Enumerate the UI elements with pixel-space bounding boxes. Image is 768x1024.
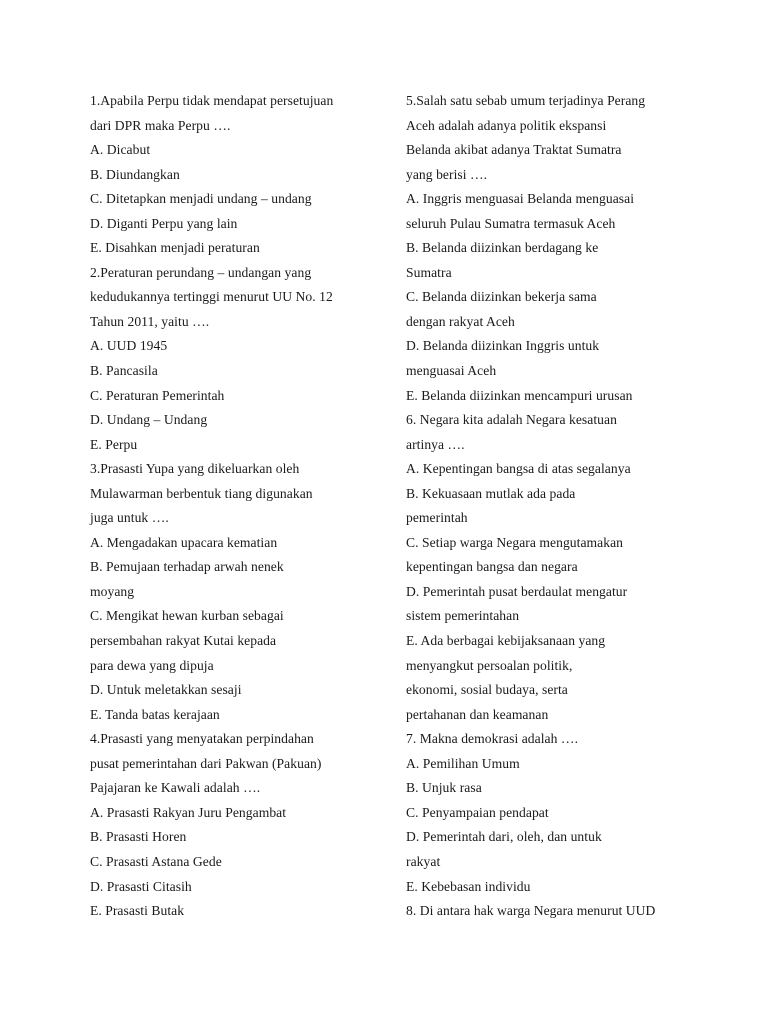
text-line: menguasai Aceh <box>406 363 497 379</box>
text-line: 5.Salah satu sebab umum terjadinya Perang <box>406 93 646 108</box>
text-line: D. Pemerintah pusat berdaulat mengatur <box>406 583 628 599</box>
text-line: D. Untuk meletakkan sesaji <box>90 682 242 698</box>
text-line: pemerintah <box>406 510 468 526</box>
text-line: A. Pemilihan Umum <box>406 755 520 771</box>
text-line: C. Prasasti Astana Gede <box>90 853 222 869</box>
text-line: yang berisi …. <box>406 166 488 182</box>
text-line: menyangkut persoalan politik, <box>406 657 573 673</box>
text-line: artinya …. <box>406 436 465 452</box>
text-line: E. Kebebasan individu <box>406 878 531 894</box>
text-line: dari DPR maka Perpu …. <box>90 117 231 133</box>
text-line: juga untuk …. <box>90 510 169 526</box>
text-line: E. Tanda batas kerajaan <box>90 706 220 722</box>
left-column <box>90 89 390 924</box>
text-line: D. Diganti Perpu yang lain <box>90 215 238 231</box>
text-line: D. Prasasti Citasih <box>90 878 192 894</box>
text-line: 8. Di antara hak warga Negara menurut UUD <box>406 903 656 919</box>
text-line: persembahan rakyat Kutai kepada <box>90 633 277 649</box>
text-line: C. Mengikat hewan kurban sebagai <box>90 608 284 624</box>
text-line: 7. Makna demokrasi adalah …. <box>406 731 579 747</box>
text-line: B. Kekuasaan mutlak ada pada <box>406 485 576 501</box>
text-line: B. Pancasila <box>90 363 158 379</box>
text-line: kepentingan bangsa dan negara <box>406 559 578 575</box>
text-line: Belanda akibat adanya Traktat Sumatra <box>406 142 622 158</box>
text-line: kedudukannya tertinggi menurut UU No. 12 <box>90 289 333 305</box>
text-line: ekonomi, sosial budaya, serta <box>406 682 568 698</box>
text-line: Pajajaran ke Kawali adalah …. <box>90 780 261 796</box>
text-line: dengan rakyat Aceh <box>406 313 515 329</box>
text-line: sistem pemerintahan <box>406 608 520 624</box>
text-line: A. Dicabut <box>90 142 151 158</box>
text-line: A. Inggris menguasai Belanda menguasai <box>406 191 635 207</box>
text-line: B. Diundangkan <box>90 166 180 182</box>
text-line: A. UUD 1945 <box>90 338 168 354</box>
text-line: B. Belanda diizinkan berdagang ke <box>406 240 599 256</box>
text-line: A. Kepentingan bangsa di atas segalanya <box>406 461 631 477</box>
text-line: 1.Apabila Perpu tidak mendapat persetujuan <box>90 93 334 108</box>
text-line: C. Penyampaian pendapat <box>406 804 549 820</box>
text-line: Aceh adalah adanya politik ekspansi <box>406 117 607 133</box>
text-line: D. Belanda diizinkan Inggris untuk <box>406 338 600 354</box>
text-line: E. Prasasti Butak <box>90 903 185 919</box>
text-line: pusat pemerintahan dari Pakwan (Pakuan) <box>90 755 322 771</box>
text-line: C. Ditetapkan menjadi undang – undang <box>90 191 312 207</box>
text-line: rakyat <box>406 853 441 869</box>
text-line: 4.Prasasti yang menyatakan perpindahan <box>90 731 314 747</box>
text-line: seluruh Pulau Sumatra termasuk Aceh <box>406 215 616 231</box>
text-line: C. Peraturan Pemerintah <box>90 387 225 403</box>
text-line: E. Ada berbagai kebijaksanaan yang <box>406 633 606 649</box>
text-line: moyang <box>90 583 135 599</box>
text-line: C. Setiap warga Negara mengutamakan <box>406 534 624 550</box>
text-line: Tahun 2011, yaitu …. <box>90 313 210 329</box>
text-line: A. Mengadakan upacara kematian <box>90 534 278 550</box>
text-line: Sumatra <box>406 264 452 280</box>
text-line: E. Perpu <box>90 436 138 452</box>
text-line: E. Belanda diizinkan mencampuri urusan <box>406 387 633 403</box>
text-line: D. Undang – Undang <box>90 412 208 428</box>
text-line: Mulawarman berbentuk tiang digunakan <box>90 485 313 501</box>
text-line: B. Prasasti Horen <box>90 829 187 845</box>
text-line: 3.Prasasti Yupa yang dikeluarkan oleh <box>90 461 300 477</box>
text-line: B. Unjuk rasa <box>406 780 482 796</box>
text-line: C. Belanda diizinkan bekerja sama <box>406 289 597 305</box>
right-column <box>406 89 706 924</box>
text-line: para dewa yang dipuja <box>90 657 214 673</box>
text-line: D. Pemerintah dari, oleh, dan untuk <box>406 829 602 845</box>
text-line: 6. Negara kita adalah Negara kesatuan <box>406 412 617 428</box>
text-line: E. Disahkan menjadi peraturan <box>90 240 260 256</box>
text-line: 2.Peraturan perundang – undangan yang <box>90 264 312 280</box>
text-line: pertahanan dan keamanan <box>406 706 549 722</box>
text-line: B. Pemujaan terhadap arwah nenek <box>90 559 284 575</box>
text-line: A. Prasasti Rakyan Juru Pengambat <box>90 804 287 820</box>
